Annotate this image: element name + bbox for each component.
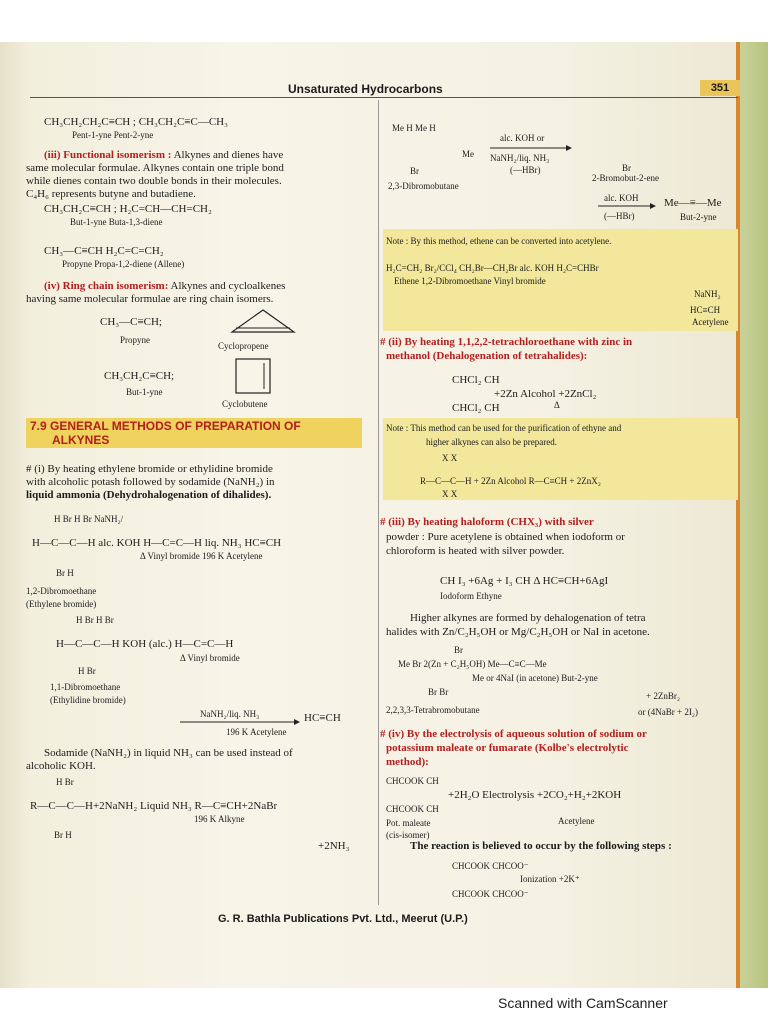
note-text: higher alkynes can also be prepared. (426, 437, 557, 447)
reaction-2: H—C—C—H KOH (alc.) H—C=C—H (56, 638, 234, 650)
ethene-reaction: H₂C=CH₂ Br₂/CCl₄ CH₂Br—CH₂Br alc. KOH H₂C=CHBr (386, 263, 599, 273)
reagent: NaNH₂ (694, 289, 721, 299)
note-text: Note : By this method, ethene can be converted into acetylene. (386, 236, 612, 246)
bromine-label: Br (454, 645, 463, 655)
method-1-line: liquid ammonia (Dehydrohalogenation of dihalides). (26, 489, 272, 501)
formula-names: Propyne Propa-1,2-diene (Allene) (62, 259, 185, 269)
compound-name: 1,2-Dibromoethane (26, 586, 97, 596)
header-rule (30, 97, 738, 98)
reaction-2-conditions: Δ Vinyl bromide (180, 653, 240, 663)
method-3-text: powder : Pure acetylene is obtained when iodoform or (386, 531, 625, 543)
tetrahalide-bottom: X X (442, 489, 458, 499)
margin-strip (740, 42, 768, 988)
reagent: alc. KOH or (500, 133, 545, 143)
tetrabromobutane-conditions: Me or 4NaI (in acetone) But-2-yne (472, 673, 598, 683)
kolbe-reaction: +2H₂O Electrolysis +2CO₂+H₂+2KOH (448, 789, 622, 801)
cyclopropene-label: Cyclopropene (218, 341, 269, 351)
reaction-3: R—C—C—H+2NaNH₂ Liquid NH₃ R—C≡CH+2NaBr (30, 800, 278, 812)
dibromobutane-top: Me H Me H (392, 123, 436, 133)
butyne-label: But-1-yne (126, 387, 163, 397)
cyclobutene-icon (233, 356, 273, 396)
ammonia-byproduct: +2NH₃ (318, 840, 350, 852)
cyclobutene-label: Cyclobutene (222, 399, 268, 409)
publisher-footer: G. R. Bathla Publications Pvt. Ltd., Meerut (U.P.) (218, 913, 468, 925)
reaction-1-bottom: Br H (56, 568, 74, 578)
propyne-formula: CH₃—C≡CH; (100, 316, 162, 328)
method-1-line: # (i) By heating ethylene bromide or ethylidine bromide (26, 463, 273, 475)
reaction-arrow (180, 719, 300, 725)
compound-name: Pot. maleate (386, 818, 431, 828)
compound-name: (cis-isomer) (386, 830, 430, 840)
ring-chain-heading: (iv) Ring chain isomerism: (44, 280, 169, 292)
method-3-heading: # (iii) By heating haloform (CHX₃) with silver (380, 516, 594, 528)
top-margin (0, 0, 768, 42)
reaction-1-conditions: Δ Vinyl bromide 196 K Acetylene (140, 551, 263, 561)
reaction-steps-text: The reaction is believed to occur by the following steps : (410, 840, 672, 852)
functional-heading: (iii) Functional isomerism : (44, 149, 172, 161)
functional-text: Alkynes and dienes have (173, 149, 284, 161)
reaction-1: H—C—C—H alc. KOH H—C=C—H liq. NH₃ HC≡CH (32, 537, 282, 549)
compound-names: Iodoform Ethyne (440, 591, 502, 601)
ionization-top: CHCOOK CHCOO⁻ (452, 861, 529, 871)
scanner-watermark: Scanned with CamScanner (498, 995, 668, 1011)
acetylene-label: 196 K Acetylene (226, 727, 287, 737)
reagent: NaNH₂/liq. NH₃ (490, 153, 550, 163)
reaction-3-top: H Br (56, 777, 74, 787)
compound-names: Ethene 1,2-Dibromoethane Vinyl bromide (394, 276, 546, 286)
acetylene-label: Acetylene (692, 317, 729, 327)
section-title-line2: ALKYNES (52, 433, 110, 447)
functional-isomerism-para (44, 149, 283, 162)
method-4-heading: method): (386, 756, 429, 768)
reagent: (—HBr) (604, 211, 635, 221)
sodamide-note: Sodamide (NaNH₂) in liquid NH₃ can be used instead of (44, 747, 293, 759)
bromine-label: Br (410, 166, 419, 176)
propyne-label: Propyne (120, 335, 150, 345)
formula-line: CH₃CH₂C≡CH ; H₂C=CH—CH=CH₂ (44, 203, 212, 215)
acetylene-product: HC≡CH (304, 712, 341, 724)
formula-line: CH₃—C≡CH H₂C=C=CH₂ (44, 245, 164, 257)
compound-name: 2,3-Dibromobutane (388, 181, 459, 191)
butyne-formula: CH₃CH₂C≡CH; (104, 370, 175, 382)
text-line: while dienes contain two double bonds in their molecules. (26, 175, 282, 187)
method-1-line: with alcoholic potash followed by sodamide (NaNH₂) in (26, 476, 275, 488)
tetrahalide-reaction: R—C—C—H + 2Zn Alcohol R—C≡CH + 2ZnX₂ (420, 476, 601, 486)
note-text: Note : This method can be used for the purification of ethyne and (386, 423, 622, 433)
reaction-arrow (598, 203, 656, 209)
cyclopropene-icon (228, 306, 298, 336)
text-line: having same molecular formulae are ring chain isomers. (26, 293, 274, 305)
reaction-1-top: H Br H Br NaNH₂/ (54, 514, 124, 524)
running-header: Unsaturated Hydrocarbons (288, 82, 443, 96)
section-title-line1: 7.9 GENERAL METHODS OF PREPARATION OF (30, 419, 301, 433)
tetrachloroethane-top: CHCl₂ CH (452, 374, 500, 386)
zinc-bromide: + 2ZnBr₂ (646, 691, 680, 701)
tetrachloroethane-bottom: CHCl₂ CH (452, 402, 500, 414)
acetylene-product: HC≡CH (690, 305, 721, 315)
isomer-formulas: CH₃CH₂CH₂C≡CH ; CH₃CH₂C≡C—CH₃ (44, 116, 228, 128)
page-number: 351 (700, 80, 740, 96)
method-4-heading: potassium maleate or fumarate (Kolbe's electrolytic (386, 742, 629, 754)
higher-alkynes-text: Higher alkynes are formed by dehalogenation of tetra (410, 612, 646, 624)
isomer-names: Pent-1-yne Pent-2-yne (72, 130, 154, 140)
reaction-2-top: H Br H Br (76, 615, 114, 625)
alternate-products: or (4NaBr + 2I₂) (638, 707, 698, 717)
tetrachloroethane-reaction: +2Zn Alcohol +2ZnCl₂ (494, 388, 597, 400)
column-divider (378, 100, 379, 905)
acetylene-label: Acetylene (558, 816, 595, 826)
method-3-text: chloroform is heated with silver powder. (386, 545, 565, 557)
compound-name: 2-Bromobut-2-ene (592, 173, 659, 183)
reaction-arrow (490, 145, 572, 151)
method-2-heading: # (ii) By heating 1,1,2,2-tetrachloroethane with zinc in (380, 336, 633, 348)
reagent: alc. KOH (604, 193, 639, 203)
formula-names: But-1-yne Buta-1,3-diene (70, 217, 163, 227)
section-title (30, 419, 301, 447)
ionization-bottom: CHCOOK CHCOO⁻ (452, 889, 529, 899)
methyl-label: Me (462, 149, 474, 159)
higher-alkynes-text: halides with Zn/C₂H₅OH or Mg/C₂H₅OH or NaI in acetone. (386, 626, 650, 638)
compound-name: (Ethylidine bromide) (50, 695, 126, 705)
tetrabromobutane-bottom: Br Br (428, 687, 449, 697)
text-line: C₄H₆ represents butyne and butadiene. (26, 188, 196, 200)
tetrahalide-top: X X (442, 453, 458, 463)
compound-name: But-2-yne (680, 212, 717, 222)
iodoform-reaction: CH I₃ +6Ag + I₃ CH Δ HC≡CH+6AgI (440, 575, 609, 587)
method-2-heading: methanol (Dehalogenation of tetrahalides): (386, 350, 588, 362)
kolbe-top: CHCOOK CH (386, 776, 439, 786)
sodamide-note: alcoholic KOH. (26, 760, 96, 772)
but-2-yne-formula: Me—≡—Me (664, 197, 722, 209)
bromine-label: Br (622, 163, 631, 173)
kolbe-bottom: CHCOOK CH (386, 804, 439, 814)
reaction-2-bottom: H Br (78, 666, 96, 676)
compound-name: 1,1-Dibromoethane (50, 682, 121, 692)
reagent: (—HBr) (510, 165, 541, 175)
ionization-step: Ionization +2K⁺ (520, 874, 580, 884)
ring-chain-text: Alkynes and cycloalkenes (170, 280, 286, 292)
ring-chain-para (44, 280, 285, 293)
text-line: same molecular formulae. Alkynes contain one triple bond (26, 162, 284, 174)
reaction-2-step: NaNH₂/liq. NH₃ (200, 709, 260, 719)
reaction-3-bottom: Br H (54, 830, 72, 840)
reaction-3-conditions: 196 K Alkyne (194, 814, 245, 824)
method-4-heading: # (iv) By the electrolysis of aqueous solution of sodium or (380, 728, 647, 740)
compound-name: 2,2,3,3-Tetrabromobutane (386, 705, 480, 715)
tetrabromobutane-reaction: Me Br 2(Zn + C₂H₅OH) Me—C≡C—Me (398, 659, 547, 669)
heat-condition: Δ (554, 400, 560, 410)
compound-name: (Ethylene bromide) (26, 599, 97, 609)
